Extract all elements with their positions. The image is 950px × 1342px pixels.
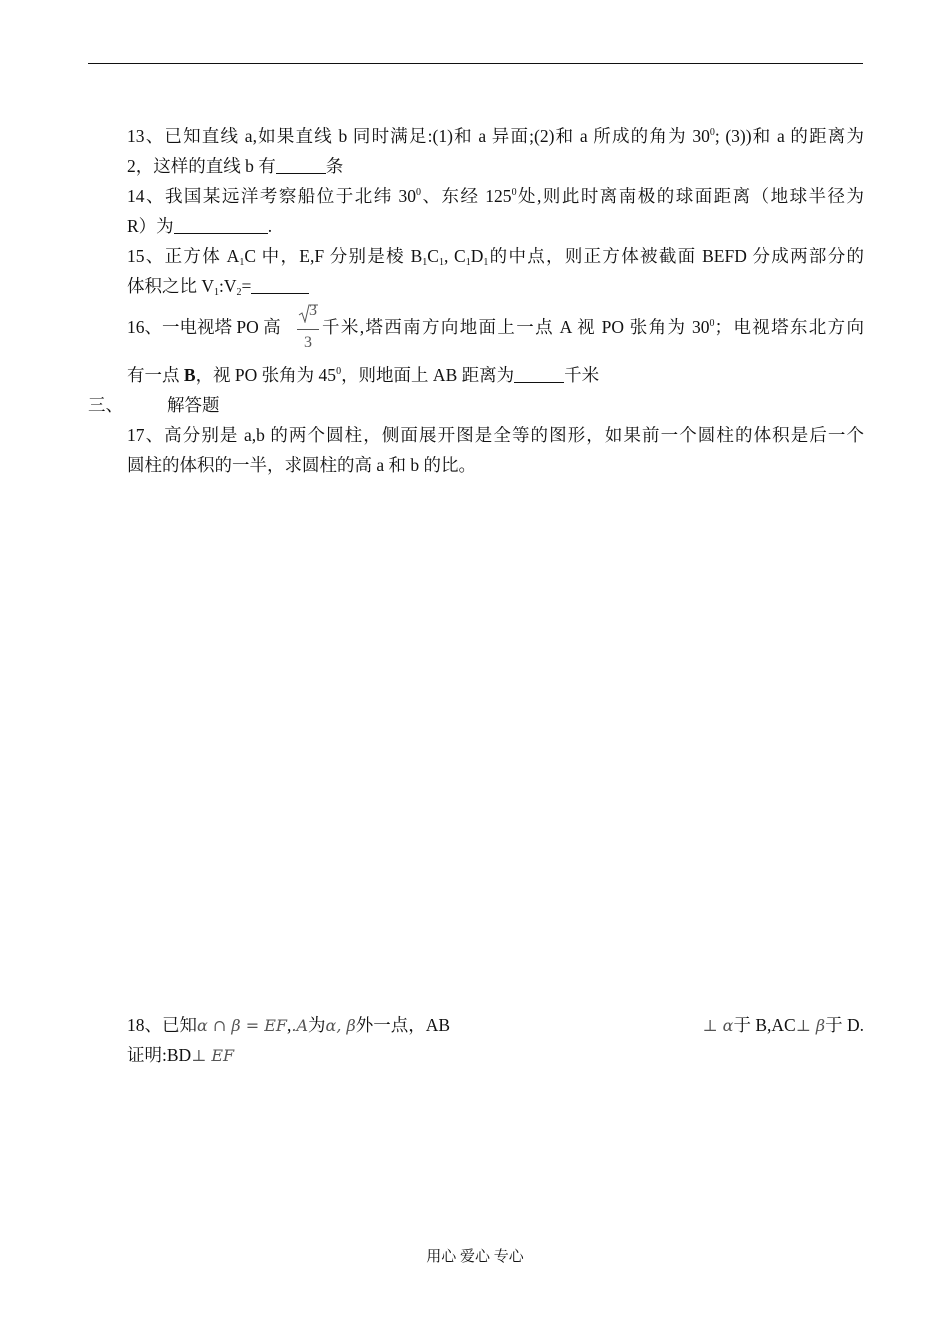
answer-blank[interactable] <box>276 156 326 174</box>
q16-line1-start: 16、一电视塔 PO 高 <box>127 317 281 337</box>
sqrt3-over-3-fraction <box>296 302 320 354</box>
q14-line2: R）为 . <box>127 216 273 236</box>
q18-line2: 证明:BD⊥ EF <box>127 1045 235 1065</box>
q17-line2: 圆柱的体积的一半，求圆柱的高 a 和 b 的比。 <box>127 455 477 475</box>
q18-line1-start: 18、已知α ∩ β = EF,.A为α, β外一点，AB <box>127 1015 451 1035</box>
answer-blank[interactable] <box>251 276 309 294</box>
answer-blank[interactable] <box>174 216 268 234</box>
answer-blank[interactable] <box>514 365 564 383</box>
q13-line2: 2，这样的直线 b 有 条 <box>127 156 344 176</box>
page-footer: 用心 爱心 专心 <box>426 1249 524 1265</box>
q17-line1: 17、高分别是 a,b 的两个圆柱，侧面展开图是全等的图形，如果前一个圆柱的体积是后一个 <box>127 425 864 445</box>
header-rule <box>88 63 863 64</box>
q16-line2: 有一点 B，视 PO 张角为 $45^0$，则地面上 AB 距离为 千米 <box>127 365 600 385</box>
frac-numerator: 3 <box>309 302 317 319</box>
frac-denominator: 3 <box>304 334 312 351</box>
section-heading: 三、 解答题 <box>88 395 220 415</box>
frac-bar <box>297 329 319 330</box>
q15-line1: 15、正方体 $A_1C$ 中，E,F 分别是棱 $B_1C_1$, $C_1D_1$的中点，则正方体被截面 BEFD 分成两部分的 <box>127 246 864 268</box>
q15-line2: 体积之比 $V_1:V_2=$ <box>127 275 864 297</box>
q18-line1-end: ⊥ α于 B,AC⊥ β于 D. <box>702 1015 864 1035</box>
q13-line1: 13、已知直线 a,如果直线 b 同时满足:(1)和 a 异面;(2)和 a 所成的角为 $30^0$; (3))和 a 的距离为 <box>127 126 864 146</box>
q16-line1-end: 千米,塔西南方向地面上一点 A 视 PO 张角为 $30^0$；电视塔东北方向 <box>322 317 865 337</box>
q14-line1: 14、我国某远洋考察船位于北纬 $30^0$、东经 $125^0$处,则此时离南极的球面距离（地球半径为 <box>127 186 865 206</box>
